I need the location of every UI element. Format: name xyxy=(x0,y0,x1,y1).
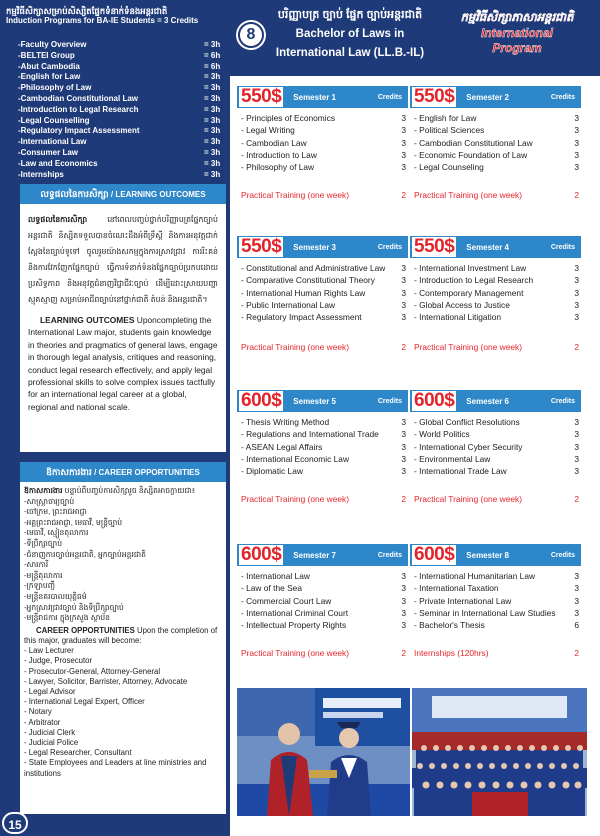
course-name: - Global Conflict Resolutions xyxy=(414,417,520,427)
course-row xyxy=(414,465,579,477)
course-row xyxy=(414,274,579,286)
program-type-en-1: International xyxy=(480,26,553,40)
semester-card xyxy=(410,390,581,528)
course-credits: 3 xyxy=(401,583,406,594)
course-credits: 3 xyxy=(574,607,579,618)
semester-header xyxy=(237,544,408,566)
learning-outcomes-heading-en: / LEARNING OUTCOMES xyxy=(110,190,206,199)
degree-title-kh: បរិញ្ញាបត្រ ច្បាប់ ផ្នែក ច្បាប់អន្តរជាតិ xyxy=(277,9,423,21)
course-name: - Introduction to Law xyxy=(241,149,317,160)
course-name: - Legal Writing xyxy=(241,125,295,136)
practical-training-row xyxy=(414,190,579,200)
course-row xyxy=(414,124,579,136)
career-kh-item: -មន្ត្រីរាជការ ក្នុងក្រសួង ស្ថាប័ន xyxy=(24,613,110,623)
credits-label: Credits xyxy=(550,551,575,559)
learning-outcomes-kh-paragraph xyxy=(28,212,218,308)
semester-card xyxy=(410,86,581,224)
course-row xyxy=(241,428,406,440)
career-en-list xyxy=(24,646,222,779)
career-kh-item: -សាស្ត្រាចារ្យច្បាប់ xyxy=(24,496,75,506)
course-row xyxy=(414,149,579,161)
course-name: - Political Sciences xyxy=(414,125,485,136)
course-credits: 3 xyxy=(401,299,406,310)
semester-name: Semester 7 xyxy=(293,550,336,560)
degree-title-en-2: International Law (LL.B.-IL) xyxy=(275,47,425,59)
semester-price: 550$ xyxy=(241,86,282,107)
practical-training-credits: 2 xyxy=(574,494,579,504)
semester-course-list xyxy=(410,108,581,173)
induction-course-row xyxy=(18,83,226,94)
semester-card xyxy=(410,544,581,682)
course-row xyxy=(241,299,406,311)
course-name: - Cambodian Constitutional Law xyxy=(414,137,533,148)
course-row xyxy=(241,595,406,607)
course-credits: 3 xyxy=(574,417,579,427)
practical-training-row xyxy=(414,494,579,504)
course-name: - International Law xyxy=(241,571,310,581)
induction-heading-kh: កម្មវិធីសិក្សាសម្រាប់សិស្សិតផ្នែកទំនាក់ទំនងអន្តរជាតិ xyxy=(6,6,168,16)
course-row xyxy=(241,112,406,124)
course-row xyxy=(414,299,579,311)
course-row xyxy=(414,137,579,149)
program-type xyxy=(438,10,596,56)
course-row xyxy=(241,124,406,136)
practical-training-row xyxy=(414,342,579,352)
induction-course-hours: = 3h xyxy=(204,169,221,179)
course-row xyxy=(241,441,406,453)
semester-header xyxy=(410,86,581,108)
practical-training-credits: 2 xyxy=(574,342,579,352)
practical-training-credits: 2 xyxy=(401,342,406,352)
career-kh-item: -ក្រឡាបញ្ជី xyxy=(24,581,55,591)
induction-course-name: -International Law xyxy=(18,137,87,147)
course-name: - Constitutional and Administrative Law xyxy=(241,263,386,273)
induction-course-hours: = 6h xyxy=(204,50,221,60)
credits-label: Credits xyxy=(377,93,402,101)
graduation-group-photo xyxy=(412,688,587,816)
induction-course-name: -Consumer Law xyxy=(18,147,79,157)
induction-course-row xyxy=(18,94,226,105)
course-row xyxy=(241,287,406,299)
career-en-item: - Legal Researcher, Consultant xyxy=(24,748,132,758)
credits-label: Credits xyxy=(377,551,402,559)
career-opportunities-heading-en: / CAREER OPPORTUNITIES xyxy=(94,468,200,477)
program-type-en-2: Program xyxy=(492,41,542,55)
program-number-badge: 8 xyxy=(238,22,264,48)
semester-header xyxy=(237,390,408,412)
course-credits: 3 xyxy=(574,113,579,123)
induction-course-row xyxy=(18,170,226,181)
practical-training-name: Practical Training (one week) xyxy=(414,342,522,352)
career-en-item: - Notary xyxy=(24,707,52,717)
induction-course-hours: = 3h xyxy=(204,158,221,168)
course-credits: 3 xyxy=(401,275,406,286)
course-row xyxy=(414,262,579,274)
course-row xyxy=(414,416,579,428)
course-credits: 3 xyxy=(401,162,406,173)
course-credits: 3 xyxy=(401,137,406,148)
career-kh-item: -ទីប្រឹក្សាច្បាប់ xyxy=(24,538,63,548)
course-name: - International Human Rights Law xyxy=(241,287,366,298)
induction-course-name: -Internships xyxy=(18,169,64,179)
career-kh-intro xyxy=(24,486,222,497)
course-name: - Global Access to Justice xyxy=(414,299,510,310)
career-en-intro xyxy=(24,626,222,646)
course-credits: 3 xyxy=(574,299,579,310)
semester-course-list xyxy=(237,258,408,323)
course-name: - Bachelor's Thesis xyxy=(414,620,485,631)
induction-course-name: -Regulatory Impact Assessment xyxy=(18,126,140,136)
induction-heading xyxy=(6,6,230,26)
semester-card xyxy=(237,86,408,224)
practical-training-name: Practical Training (one week) xyxy=(241,342,349,352)
career-en-item: - Judge, Prosecutor xyxy=(24,656,93,666)
career-en-intro-text: Upon the completion of this major, graduates will become: xyxy=(24,625,218,645)
practical-training-credits: 2 xyxy=(574,648,579,658)
course-name: - Economic Foundation of Law xyxy=(414,149,528,160)
course-row xyxy=(414,582,579,594)
induction-course-name: -Faculty Overview xyxy=(18,40,87,49)
career-kh-item: -មេធាវី, ស្មៀនតុលាការ xyxy=(24,528,89,538)
course-name: - International Litigation xyxy=(414,312,502,323)
course-row xyxy=(241,149,406,161)
career-kh-item: -អ្នកស្រាវជ្រាវច្បាប់ និងទីប្រឹក្សាច្បាប់ xyxy=(24,602,124,612)
practical-training-name: Practical Training (one week) xyxy=(414,494,522,504)
induction-course-name: -Cambodian Constitutional Law xyxy=(18,93,138,103)
learning-outcomes-kh-text: នៅពេលបញ្ចប់ថ្នាក់បរិញ្ញាបត្រផ្នែកច្បាប់អន្តរជាតិ និស្សិតទទួលបានចំណេះដឹងអំពីទ្រឹស្តី និងការអនុវត្តជាក់ស្តែងនៃច្បាប់ទូទៅ ចូលរួមយ៉ាងសកម្មក្នុងការស្រាវជ្រាវ ការរិះគន់ និងការវែកញែកផ្នែកច្បាប់ ធ្វើការទំនាក់ទំនងផ្នែកច្បាប់ប្រកបដោយប្រសិទ្ធភាព និងអនុវត្តជំនាញវិជ្ជាជីវៈច្បាប់ ដើម្បីដោះស្រាយបញ្ហាស្មុគស្មាញ សម្រាប់អាជីពច្បាប់នៅថ្នាក់ជាតិ តំបន់ និងអន្តរជាតិ។ xyxy=(28,215,218,304)
course-credits: 3 xyxy=(401,113,406,123)
course-name: - Contemporary Management xyxy=(414,287,524,298)
career-en-lead: CAREER OPPORTUNITIES xyxy=(36,625,135,635)
program-type-kh: កម្មវិធីសិក្សាភាសាអន្តរជាតិ xyxy=(460,12,574,24)
induction-course-name: -Law and Economics xyxy=(18,158,98,168)
career-kh-item: -មន្ត្រីតុលាការ xyxy=(24,570,63,580)
induction-course-name: -Philosophy of Law xyxy=(18,83,92,93)
course-credits: 3 xyxy=(574,583,579,594)
credits-label: Credits xyxy=(377,397,402,405)
course-row xyxy=(414,570,579,582)
career-opportunities-heading-kh: ឱកាសការងារ xyxy=(46,467,92,477)
semester-name: Semester 1 xyxy=(293,92,336,102)
induction-course-name: -BELTEI Group xyxy=(18,50,75,60)
course-name: - Law of the Sea xyxy=(241,583,302,594)
semester-name: Semester 6 xyxy=(466,396,509,406)
semester-price: 600$ xyxy=(241,544,282,565)
course-credits: 3 xyxy=(401,149,406,160)
career-kh-lead: ឱកាសការងារ xyxy=(24,486,63,495)
induction-course-hours: = 3h xyxy=(204,104,221,114)
career-en-item: - Law Lecturer xyxy=(24,646,74,656)
semester-name: Semester 8 xyxy=(466,550,509,560)
semester-course-list xyxy=(237,412,408,477)
learning-outcomes-kh-lead: លទ្ធផលនៃការសិក្សា xyxy=(28,215,88,224)
induction-course-hours: = 6h xyxy=(204,61,221,71)
career-en-item: - Legal Advisor xyxy=(24,686,76,696)
course-credits: 3 xyxy=(401,287,406,298)
degree-title xyxy=(270,8,430,62)
practical-training-row xyxy=(241,190,406,200)
course-row xyxy=(241,416,406,428)
course-row xyxy=(414,287,579,299)
course-credits: 3 xyxy=(574,162,579,173)
career-kh-intro-text: បន្ទាប់ពីបញ្ចប់ការសិក្សារួច និស្សិតអាចក្លាយជា៖ xyxy=(62,486,196,495)
induction-course-list xyxy=(18,40,226,180)
career-opportunities-body xyxy=(20,482,226,783)
practical-training-credits: 2 xyxy=(401,190,406,200)
induction-course-hours: = 3h xyxy=(204,126,221,136)
career-kh-item: -ជំនាញការច្បាប់អន្តរជាតិ, អ្នកច្បាប់អន្តរជាតិ xyxy=(24,549,146,559)
course-credits: 3 xyxy=(574,441,579,452)
semester-header xyxy=(237,236,408,258)
course-credits: 3 xyxy=(401,571,406,581)
learning-outcomes-heading-kh: លទ្ធផលនៃការសិក្សា xyxy=(40,189,109,199)
semester-price: 550$ xyxy=(414,236,455,257)
course-name: - Legal Counseling xyxy=(414,162,484,173)
career-en-item: - Lawyer, Solicitor, Barrister, Attorney, Advocate xyxy=(24,676,188,686)
course-row xyxy=(241,453,406,465)
course-credits: 3 xyxy=(574,287,579,298)
induction-course-name: -Abut Cambodia xyxy=(18,61,80,71)
course-credits: 3 xyxy=(401,607,406,618)
semester-card xyxy=(410,236,581,376)
course-name: - Principles of Economics xyxy=(241,113,336,123)
course-credits: 3 xyxy=(401,417,406,427)
course-credits: 3 xyxy=(574,571,579,581)
course-credits: 3 xyxy=(401,441,406,452)
course-row xyxy=(414,112,579,124)
induction-course-hours: = 3h xyxy=(204,93,221,103)
semester-course-list xyxy=(410,412,581,477)
induction-course-row xyxy=(18,116,226,127)
course-credits: 3 xyxy=(401,263,406,273)
career-opportunities-heading xyxy=(20,462,226,482)
course-name: - Environmental Law xyxy=(414,453,491,464)
career-en-item: - Judicial Police xyxy=(24,737,79,747)
course-row xyxy=(414,607,579,619)
semester-course-list xyxy=(410,258,581,323)
semester-name: Semester 2 xyxy=(466,92,509,102)
practical-training-credits: 2 xyxy=(401,494,406,504)
page-number: 15 xyxy=(2,812,28,834)
course-name: - Cambodian Law xyxy=(241,137,307,148)
course-row xyxy=(414,595,579,607)
course-name: - Introduction to Legal Research xyxy=(414,275,534,286)
induction-course-row xyxy=(18,51,226,62)
course-name: - International Investment Law xyxy=(414,263,527,273)
course-name: - International Criminal Court xyxy=(241,607,349,618)
learning-outcomes-heading xyxy=(20,184,226,204)
course-row xyxy=(414,441,579,453)
course-name: - Thesis Writing Method xyxy=(241,417,330,427)
course-row xyxy=(241,161,406,173)
course-row xyxy=(414,428,579,440)
course-name: - ASEAN Legal Affairs xyxy=(241,441,323,452)
career-en-item: - State Employees and Leaders at line ministries and institutions xyxy=(24,758,207,778)
induction-course-name: -English for Law xyxy=(18,72,81,82)
induction-course-hours: = 3h xyxy=(204,137,221,147)
course-name: - Public International Law xyxy=(241,299,336,310)
semester-card xyxy=(237,544,408,682)
career-kh-list xyxy=(24,486,222,624)
course-name: - Private International Law xyxy=(414,595,512,606)
induction-course-row xyxy=(18,40,226,51)
semester-header xyxy=(237,86,408,108)
semester-header xyxy=(410,544,581,566)
semester-course-list xyxy=(410,566,581,631)
course-credits: 3 xyxy=(574,453,579,464)
induction-course-row xyxy=(18,105,226,116)
course-name: - Comparative Constitutional Theory xyxy=(241,275,375,286)
semester-price: 600$ xyxy=(414,544,455,565)
graduation-handshake-photo xyxy=(237,688,410,816)
course-credits: 3 xyxy=(401,125,406,136)
induction-course-row xyxy=(18,62,226,73)
course-credits: 3 xyxy=(574,149,579,160)
course-credits: 3 xyxy=(401,466,406,477)
credits-label: Credits xyxy=(550,93,575,101)
induction-course-row xyxy=(18,72,226,83)
course-row xyxy=(414,161,579,173)
practical-training-credits: 2 xyxy=(574,190,579,200)
practical-training-name: Internships (120hrs) xyxy=(414,648,489,658)
credits-label: Credits xyxy=(377,243,402,251)
course-row xyxy=(241,274,406,286)
induction-course-hours: = 3h xyxy=(204,115,221,125)
induction-course-hours: = 3h xyxy=(204,72,221,82)
course-row xyxy=(241,619,406,631)
career-kh-item: -មន្ត្រីនគរបាលយុត្តិធម៌ xyxy=(24,591,87,601)
course-credits: 3 xyxy=(574,275,579,286)
course-row xyxy=(241,262,406,274)
course-credits: 3 xyxy=(574,595,579,606)
course-name: - Philosophy of Law xyxy=(241,162,315,173)
course-row xyxy=(241,570,406,582)
course-name: - English for Law xyxy=(414,113,477,123)
career-kh-item: -អគ្គព្រះរាជអាជ្ញា, មេធាវី, មន្ត្រីច្បាប់ xyxy=(24,517,123,527)
career-en-item: - International Legal Expert, Officer xyxy=(24,697,145,707)
induction-course-row xyxy=(18,126,226,137)
induction-course-name: -Legal Counselling xyxy=(18,115,90,125)
course-row xyxy=(414,311,579,323)
career-en-item: - Judicial Clerk xyxy=(24,727,76,737)
course-credits: 3 xyxy=(574,125,579,136)
induction-course-row xyxy=(18,148,226,159)
course-name: - Regulations and International Trade xyxy=(241,429,379,440)
career-opportunities-box xyxy=(20,462,226,814)
course-name: - World Politics xyxy=(414,429,470,440)
course-credits: 3 xyxy=(401,595,406,606)
course-row xyxy=(241,582,406,594)
semester-card xyxy=(237,236,408,376)
induction-course-hours: = 3h xyxy=(204,83,221,93)
learning-outcomes-en-text: Uponcompleting the International Law major, students gain knowledge in theories and pragmatics of general laws, engage in thorough legal analysis, critiques and reasoning, conduct legal research effectively, and apply legal professional skills to solve complex issues tactfully for an international legal career at a global, regional and national scale. xyxy=(28,315,218,412)
course-row xyxy=(241,607,406,619)
practical-training-name: Practical Training (one week) xyxy=(241,190,349,200)
course-name: - International Taxation xyxy=(414,583,499,594)
course-row xyxy=(414,453,579,465)
learning-outcomes-box xyxy=(20,184,226,452)
course-credits: 3 xyxy=(401,620,406,631)
career-en-item: - Arbitrator xyxy=(24,717,61,727)
semester-price: 550$ xyxy=(241,236,282,257)
course-credits: 3 xyxy=(574,137,579,148)
course-row xyxy=(414,619,579,631)
course-row xyxy=(241,465,406,477)
induction-course-row xyxy=(18,159,226,170)
semester-name: Semester 5 xyxy=(293,396,336,406)
semester-header xyxy=(410,236,581,258)
course-name: - Diplomatic Law xyxy=(241,466,303,477)
practical-training-row xyxy=(241,648,406,658)
course-row xyxy=(241,311,406,323)
course-credits: 6 xyxy=(574,620,579,631)
practical-training-name: Practical Training (one week) xyxy=(414,190,522,200)
practical-training-name: Practical Training (one week) xyxy=(241,494,349,504)
semester-name: Semester 4 xyxy=(466,242,509,252)
course-name: - Seminar in International Law Studies xyxy=(414,607,556,618)
course-name: - Commercial Court Law xyxy=(241,595,332,606)
credits-label: Credits xyxy=(550,397,575,405)
practical-training-name: Practical Training (one week) xyxy=(241,648,349,658)
course-name: - International Cyber Security xyxy=(414,441,523,452)
course-credits: 3 xyxy=(401,453,406,464)
career-kh-item: -សារការី xyxy=(24,560,49,570)
course-name: - International Trade Law xyxy=(414,466,507,477)
semester-header xyxy=(410,390,581,412)
course-credits: 3 xyxy=(574,263,579,273)
semester-card xyxy=(237,390,408,528)
degree-title-en-1: Bachelor of Laws in xyxy=(295,28,405,40)
induction-course-row xyxy=(18,137,226,148)
course-row xyxy=(241,137,406,149)
semester-price: 600$ xyxy=(414,390,455,411)
course-name: - International Humanitarian Law xyxy=(414,571,536,581)
career-kh-item: -ចៅក្រម, ព្រះរាជអាជ្ញា xyxy=(24,507,87,517)
course-name: - Regulatory Impact Assessment xyxy=(241,312,362,323)
semester-price: 600$ xyxy=(241,390,282,411)
semester-course-list xyxy=(237,566,408,631)
practical-training-row xyxy=(241,494,406,504)
induction-heading-en: Induction Programs for BA-IE Students = 3 Credits xyxy=(6,16,199,25)
course-credits: 3 xyxy=(574,429,579,440)
course-credits: 3 xyxy=(574,312,579,323)
learning-outcomes-en-lead: LEARNING OUTCOMES xyxy=(40,315,135,325)
course-name: - Intellectual Property Rights xyxy=(241,620,347,631)
course-credits: 3 xyxy=(401,429,406,440)
semester-price: 550$ xyxy=(414,86,455,107)
induction-course-hours: = 3h xyxy=(204,40,221,49)
learning-outcomes-body xyxy=(20,204,226,421)
practical-training-credits: 2 xyxy=(401,648,406,658)
learning-outcomes-en-paragraph xyxy=(28,314,218,413)
induction-course-hours: = 3h xyxy=(204,147,221,157)
semester-course-list xyxy=(237,108,408,173)
semester-name: Semester 3 xyxy=(293,242,336,252)
course-name: - International Economic Law xyxy=(241,453,349,464)
course-credits: 3 xyxy=(574,466,579,477)
credits-label: Credits xyxy=(550,243,575,251)
course-credits: 3 xyxy=(401,312,406,323)
practical-training-row xyxy=(241,342,406,352)
career-en-item: - Prosecutor-General, Attorney-General xyxy=(24,666,161,676)
induction-course-name: -Introduction to Legal Research xyxy=(18,104,139,114)
practical-training-row xyxy=(414,648,579,658)
